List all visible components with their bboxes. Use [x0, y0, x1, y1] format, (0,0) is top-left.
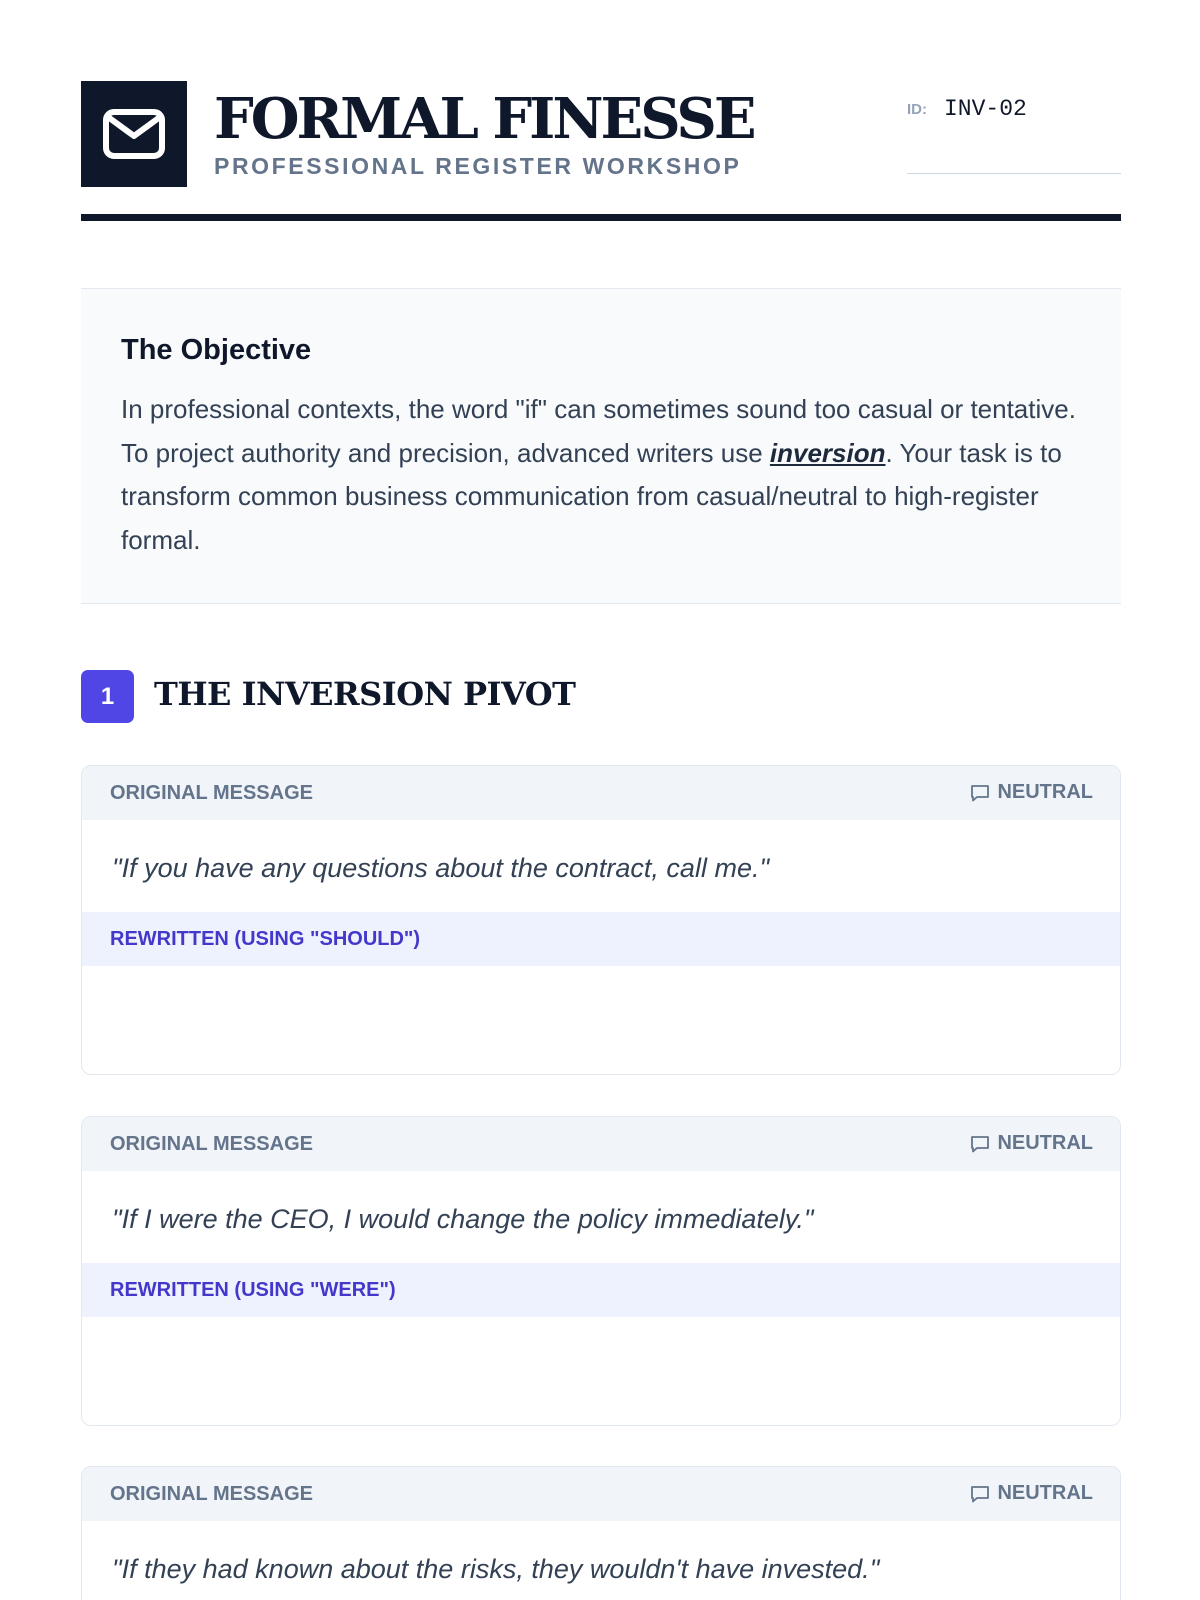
tone-tag	[970, 1482, 1093, 1505]
page-title: FORMAL FINESSE	[214, 86, 754, 152]
id-value: INV-02	[944, 96, 1027, 122]
card-header	[82, 1117, 1120, 1171]
rewrite-header	[82, 1263, 1120, 1317]
envelope-icon	[102, 108, 166, 160]
objective-text-after: . Your task is to transform common business communication from casual/neutral to high-register formal.	[121, 437, 1062, 555]
answer-area[interactable]	[82, 966, 1120, 1074]
exercise-card	[81, 765, 1121, 1075]
page-subtitle: PROFESSIONAL REGISTER WORKSHOP	[214, 153, 742, 179]
original-quote: "If you have any questions about the contract, call me."	[112, 853, 770, 883]
exercise-card	[81, 1466, 1121, 1600]
card-header	[82, 766, 1120, 820]
page-header	[81, 81, 1121, 221]
id-label: ID:	[907, 101, 927, 118]
original-message-label: ORIGINAL MESSAGE	[110, 1133, 313, 1155]
rewrite-label: REWRITTEN (USING "SHOULD")	[110, 928, 421, 950]
exercise-card	[81, 1116, 1121, 1426]
section-title: THE INVERSION PIVOT	[154, 675, 576, 713]
tone-tag	[970, 781, 1093, 804]
speech-bubble-icon	[970, 1485, 990, 1503]
tone-tag	[970, 1132, 1093, 1155]
objective-heading: The Objective	[121, 334, 312, 366]
rewrite-label: REWRITTEN (USING "WERE")	[110, 1279, 396, 1301]
original-quote: "If I were the CEO, I would change the policy immediately."	[112, 1204, 814, 1234]
objective-emphasis: inversion	[769, 437, 886, 468]
speech-bubble-icon	[970, 1135, 990, 1153]
section-number-badge: 1	[81, 670, 134, 723]
tone-label: NEUTRAL	[997, 1482, 1093, 1504]
tone-label: NEUTRAL	[997, 781, 1093, 803]
card-header	[82, 1467, 1120, 1521]
tone-label: NEUTRAL	[997, 1132, 1093, 1154]
objective-text	[121, 388, 1081, 562]
original-message-label: ORIGINAL MESSAGE	[110, 782, 313, 804]
objective-panel	[81, 288, 1121, 604]
original-quote: "If they had known about the risks, they wouldn't have invested."	[112, 1554, 880, 1584]
id-field[interactable]	[907, 81, 1121, 174]
objective-text-before: In professional contexts, the word "if" can sometimes sound too casual or tentative. To project authority and precision, advanced writers use	[121, 394, 1076, 468]
original-message-label: ORIGINAL MESSAGE	[110, 1483, 313, 1505]
answer-area[interactable]	[82, 1317, 1120, 1425]
header-divider	[81, 214, 1121, 221]
logo	[81, 81, 187, 187]
rewrite-header	[82, 912, 1120, 966]
speech-bubble-icon	[970, 784, 990, 802]
